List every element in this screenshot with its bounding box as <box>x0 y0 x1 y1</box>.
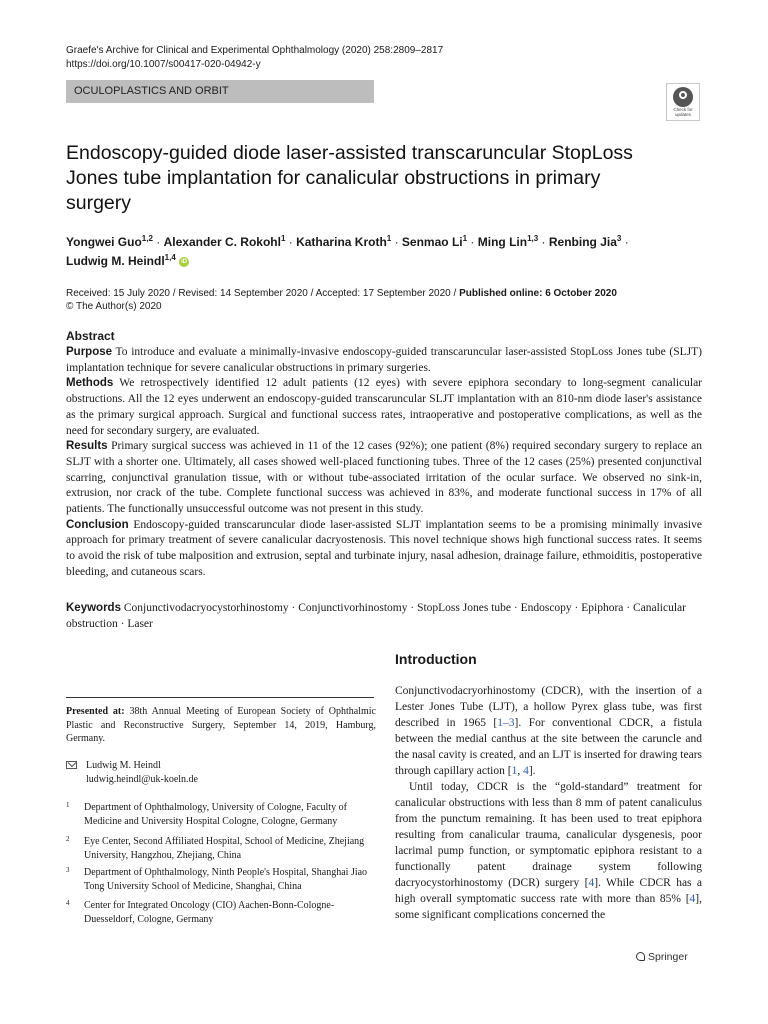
intro-text: , <box>517 765 524 777</box>
affiliation-text: Department of Ophthalmology, University of Cologne, Faculty of Medicine and University Hospital Cologne, Cologne, Germany <box>84 802 347 827</box>
affiliation-number: 3 <box>66 866 70 874</box>
methods-text: We retrospectively identified 12 adult patients (12 eyes) with severe epiphora secondary to long-segment canalicular obstructions. All the 12 eyes underwent an endoscopy-guided transcaruncular SLJT implantation with an 810-nm diode laser's assistance as the primary surgical approach. Surgical and functional success rates, intraoperative and postoperative complications, as well as the need for secondary surgery, are evaluated. <box>66 377 703 437</box>
badge-text-2: updates <box>674 112 691 117</box>
author-name[interactable]: Ludwig M. Heindl <box>66 254 165 268</box>
publisher-name: Springer <box>648 951 688 963</box>
copyright: © The Author(s) 2020 <box>66 301 162 312</box>
presented-label: Presented at: <box>66 706 125 717</box>
author-separator: · <box>541 235 546 249</box>
author-separator: · <box>470 235 475 249</box>
author-aff: 1 <box>386 234 392 243</box>
author-name[interactable]: Senmao Li <box>401 235 463 249</box>
keywords <box>66 600 702 632</box>
presented-text: 38th Annual Meeting of European Society of Ophthalmic Plastic and Reconstructive Surgery, September 14, 2019, Hamburg, Germany. <box>66 706 376 744</box>
accepted-date: Accepted: 17 September 2020 <box>315 288 451 299</box>
publisher-logo <box>636 951 688 963</box>
badge-text-1: Check for <box>673 107 693 112</box>
author-separator: · <box>156 235 161 249</box>
citation-link[interactable]: 4 <box>689 893 696 905</box>
intro-text: Conjunctivodacryorhinostomy (CDCR), with the insertion of a Lester Jones Tube (LJT), a hollow Pyrex glass tube, was first described in 1965 [ <box>395 685 702 729</box>
methods-label: Methods <box>66 377 114 390</box>
author-name[interactable]: Ming Lin <box>477 235 528 249</box>
article-title: Endoscopy-guided diode laser-assisted transcaruncular StopLoss Jones tube implantation for canalicular obstructions in primary surgery <box>66 142 633 214</box>
springer-horse-icon <box>636 952 645 961</box>
citation-link[interactable]: 4 <box>588 877 595 889</box>
correspondence-name: Ludwig M. Heindl <box>86 760 161 771</box>
intro-paragraph-2 <box>395 779 702 923</box>
section-label: OCULOPLASTICS AND ORBIT <box>66 80 374 103</box>
intro-text: ]. For conventional CDCR, a fistula between the medial canthus at the site between the caruncle and the nasal cavity is created, and an LJT is inserted for drawing tears through capillary action [ <box>395 717 702 777</box>
author-aff: 1 <box>462 234 468 243</box>
received-date: Received: 15 July 2020 <box>66 288 170 299</box>
affiliation-text: Center for Integrated Oncology (CIO) Aachen-Bonn-Cologne-Duesseldorf, Cologne, Germany <box>84 900 335 925</box>
date-separator: / <box>172 288 176 299</box>
affiliation-text: Department of Ophthalmology, Ninth People's Hospital, Shanghai Jiao Tong University School of Medicine, Shanghai, China <box>84 867 368 892</box>
intro-text: Until today, CDCR is the “gold-standard” treatment for canalicular obstructions with less than 8 mm of patent canaliculus from the punctum remaining. It has been used to treat epiphora resulting from canalicular trauma, canalicular dysgenesis, poor lacrimal pump function, or symptomatic epiphora resistant to a functionally patent drainage system following dacryocystorhinostomy (DCR) surgery [ <box>395 781 702 889</box>
author-name[interactable]: Renbing Jia <box>548 235 617 249</box>
date-separator: / <box>310 288 314 299</box>
correspondence-email[interactable]: ludwig.heindl@uk-koeln.de <box>86 773 198 785</box>
author-aff: 1,4 <box>164 253 176 262</box>
author-name[interactable]: Katharina Kroth <box>296 235 387 249</box>
date-separator: / <box>453 288 457 299</box>
envelope-icon <box>66 761 77 769</box>
affiliation-text: Eye Center, Second Affiliated Hospital, School of Medicine, Zhejiang University, Hangzhou, Zhejiang, China <box>84 836 365 861</box>
doi-link[interactable]: https://doi.org/10.1007/s00417-020-04942-y <box>66 59 261 70</box>
affiliation-number: 2 <box>66 835 70 843</box>
crossmark-icon <box>673 87 693 107</box>
author-separator: · <box>624 235 629 249</box>
conclusion-text: Endoscopy-guided transcaruncular diode laser-assisted SLJT implantation seems to be a promising minimally invasive approach for primary treatment of severe canalicular dacryostenosis. This novel technique shows high functional success rates. It seems to avoid the risk of tube malposition and extrusion, septal and turbinate injury, nasal adhesion, drainage failure, ethmoiditis, postoperative bleeding, and cutaneous scars. <box>66 518 702 578</box>
revised-date: Revised: 14 September 2020 <box>178 288 308 299</box>
keywords-label: Keywords <box>66 602 121 614</box>
introduction-heading: Introduction <box>395 651 477 667</box>
citation-link[interactable]: 1–3 <box>497 717 515 729</box>
introduction-body <box>395 683 702 923</box>
author-aff: 1,2 <box>141 234 153 243</box>
article-dates <box>66 287 706 313</box>
citation-link[interactable]: 4 <box>523 765 529 777</box>
presented-note <box>66 705 376 746</box>
abstract-results <box>66 439 702 518</box>
purpose-text: To introduce and evaluate a minimally-invasive endoscopy-guided transcaruncular laser-assisted StopLoss Jones tube (SLJT) implantation technique for severe canalicular obstructions in primary surgeries. <box>66 346 702 374</box>
results-label: Results <box>66 440 108 453</box>
published-date: Published online: 6 October 2020 <box>459 288 617 299</box>
author-aff: 1,3 <box>527 234 539 243</box>
purpose-label: Purpose <box>66 346 113 358</box>
orcid-icon[interactable]: iD <box>181 258 188 265</box>
abstract-methods <box>66 376 702 439</box>
author-name[interactable]: Alexander C. Rokohl <box>163 235 281 249</box>
affiliation-number: 4 <box>66 899 70 907</box>
intro-text: ]. While CDCR has a high overall symptomatic success rate with more than 85% [ <box>395 877 702 905</box>
citation-link[interactable]: 1 <box>511 765 518 777</box>
author-separator: · <box>288 235 293 249</box>
author-aff: 3 <box>616 234 622 243</box>
author-separator: · <box>394 235 399 249</box>
intro-paragraph-1 <box>395 683 702 779</box>
keywords-text: Conjunctivodacryocystorhinostomy · Conjunctivorhinostomy · StopLoss Jones tube · Endoscopy · Epiphora · Canalicular obstruction · Laser <box>66 602 686 630</box>
correspondence-text <box>86 759 198 786</box>
results-text: Primary surgical success was achieved in 11 of the 12 cases (92%); one patient (8%) required secondary surgery to replace an SLJT with a shorter one. Ultimately, all cases showed well-placed functioning tubes. Three of the 12 cases (25%) presented conjunctival scarring, conjunctival granulation tissue, with or without tube-associated irritation of the ocular surface. We observed no sink-in, extrusion, nor crack of the tube. Complete functional success was achieved in 83%, and moderate functional success in 17% of all patients. The functionally unsuccessful outcome was not present in this study. <box>66 440 703 516</box>
abstract-body <box>66 345 702 581</box>
affiliation-number: 1 <box>66 801 70 809</box>
check-for-updates-badge[interactable] <box>666 83 700 121</box>
journal-header <box>66 44 443 72</box>
author-aff: 1 <box>280 234 286 243</box>
intro-text: ], some significant complications concerned the <box>395 893 702 921</box>
author-list <box>66 231 686 269</box>
footnote-divider <box>66 697 374 698</box>
abstract-conclusion <box>66 518 702 581</box>
abstract-heading: Abstract <box>66 329 115 343</box>
journal-citation: Graefe's Archive for Clinical and Experimental Ophthalmology (2020) 258:2809–2817 <box>66 45 444 56</box>
intro-text: ]. <box>528 765 536 777</box>
author-name[interactable]: Yongwei Guo <box>66 235 142 249</box>
conclusion-label: Conclusion <box>66 518 129 531</box>
abstract-purpose <box>66 345 702 376</box>
